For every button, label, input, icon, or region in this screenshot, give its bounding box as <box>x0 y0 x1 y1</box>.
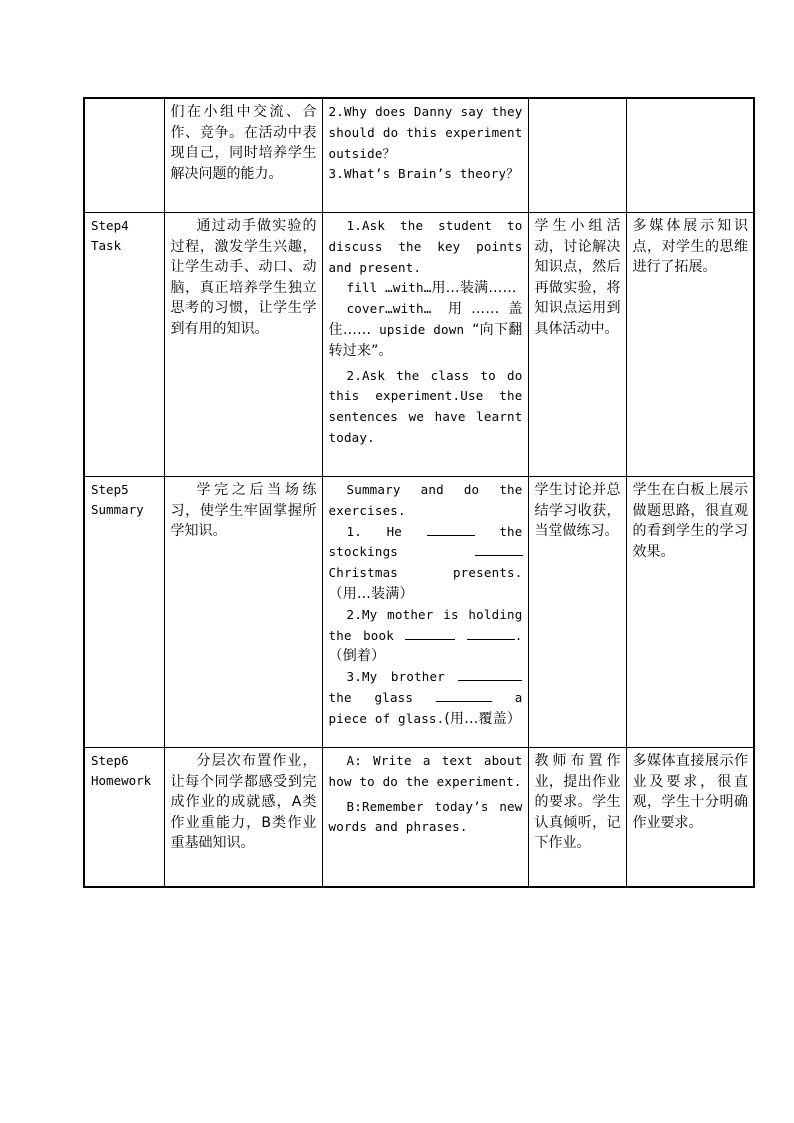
answer-blank <box>427 522 475 536</box>
teacher-activity-cell <box>322 477 528 748</box>
answer-blank <box>458 667 522 681</box>
phrase-fill-with <box>329 278 523 299</box>
phrase-cn: 用……盖住…… <box>328 301 523 338</box>
answer-blank <box>405 626 455 640</box>
answer-blank <box>436 688 492 702</box>
question-3: 3.What’s Brain’s theory？ <box>328 166 519 182</box>
purpose-cell <box>164 748 322 888</box>
step-number: Step4 <box>91 218 129 233</box>
purpose-text: 学完之后当场练习，使学生牢固掌握所学知识。 <box>170 482 317 539</box>
purpose-cell <box>164 213 322 477</box>
media-text: 多媒体展示知识点，对学生的思维进行了拓展。 <box>632 218 748 275</box>
homework-b: B:Remember today’s new words and phrases. <box>328 798 523 835</box>
media-cell <box>626 477 754 748</box>
table-row <box>84 477 754 748</box>
table-row <box>84 213 754 477</box>
step-name: Homework <box>91 773 152 788</box>
student-activity-cell <box>528 477 626 748</box>
media-cell <box>626 748 754 888</box>
media-cell <box>626 98 754 213</box>
step-cell <box>84 748 164 888</box>
teacher-activity-cell <box>322 748 528 888</box>
phrase-cn: 用…装满…… <box>431 280 517 297</box>
step-cell <box>84 213 164 477</box>
teacher-activity-cell <box>322 98 528 213</box>
purpose-text: 分层次布置作业，让每个同学都感受到完成作业的成就感，A类作业重能力，B类作业重基础知识。 <box>170 753 317 851</box>
exercise-3: 3.My brother the glass a piece of glass.(用…覆盖） <box>328 669 523 727</box>
purpose-cell <box>164 98 322 213</box>
step-cell <box>84 98 164 213</box>
student-activity-cell <box>528 98 626 213</box>
teacher-activity-cell <box>322 213 528 477</box>
answer-blank <box>467 626 515 640</box>
task-instruction-1: 1.Ask the student to discuss the key points and present. <box>328 218 523 275</box>
step-name: Task <box>91 238 122 253</box>
media-text: 学生在白板上展示做题思路，很直观的看到学生的学习效果。 <box>632 482 748 560</box>
phrase-en: fill …with… <box>346 280 432 296</box>
step-number: Step6 <box>91 753 129 768</box>
answer-blank <box>475 542 523 556</box>
student-activity-text: 学生小组活动，讨论解决知识点，然后再做实验，将知识点运用到具体活动中。 <box>534 218 621 337</box>
purpose-text: 们在小组中交流、合作、竞争。在活动中表现自己，同时培养学生解决问题的能力。 <box>170 104 317 182</box>
step-name: Summary <box>91 502 144 517</box>
question-2: 2.Why does Danny say they should do this experiment outside？ <box>328 104 523 161</box>
student-activity-text: 教师布置作业，提出作业的要求。学生认真倾听，记下作业。 <box>534 753 621 851</box>
purpose-cell <box>164 477 322 748</box>
lesson-plan-table <box>83 97 755 888</box>
phrase-en: cover…with… <box>346 301 432 317</box>
student-activity-text: 学生讨论并总结学习收获，当堂做练习。 <box>534 482 621 539</box>
homework-a: A: Write a text about how to do the experiment. <box>328 753 523 789</box>
task-instruction-2: 2.Ask the class to do this experiment.Use the sentences we have learnt today. <box>328 367 523 445</box>
step-cell <box>84 477 164 748</box>
summary-intro: Summary and do the exercises. <box>328 482 523 518</box>
phrase-cover-with <box>329 299 523 361</box>
table-row <box>84 748 754 888</box>
media-cell <box>626 213 754 477</box>
step-number: Step5 <box>91 482 129 497</box>
media-text: 多媒体直接展示作业及要求，很直观，学生十分明确作业要求。 <box>632 753 748 831</box>
exercise-2: 2.My mother is holding the book . （倒着） <box>328 606 523 665</box>
phrase-cn-2: “向下翻转过来”。 <box>328 321 523 359</box>
phrase-en-2: upside down <box>379 321 465 337</box>
student-activity-cell <box>528 748 626 888</box>
purpose-text: 通过动手做实验的过程，激发学生兴趣，让学生动手、动口、动脑，真正培养学生独立思考的习惯，让学生学到有用的知识。 <box>170 218 317 337</box>
table-row <box>84 98 754 213</box>
exercise-1: 1. He the stockings Christmas presents. （用…装满） <box>328 523 523 602</box>
student-activity-cell <box>528 213 626 477</box>
